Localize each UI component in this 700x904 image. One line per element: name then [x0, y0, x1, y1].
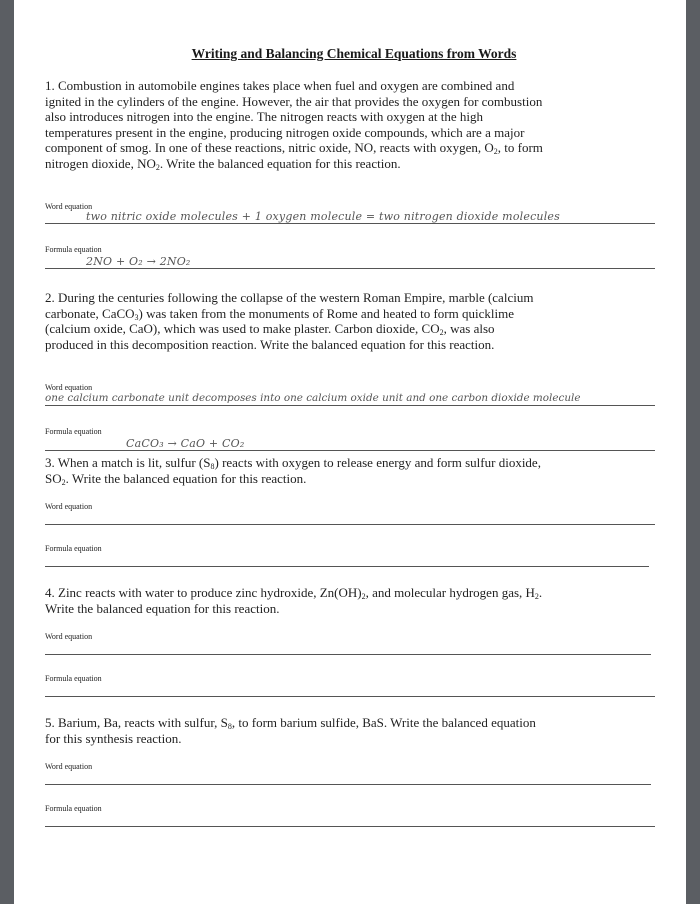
question-5-word-line[interactable] [45, 784, 651, 785]
question-3-formula-line[interactable] [45, 566, 649, 567]
page-title: Writing and Balancing Chemical Equations from Words [191, 46, 517, 61]
question-5-formula-line[interactable] [45, 826, 655, 827]
question-5-formula-label: Formula equation [45, 804, 102, 813]
question-4-word-label: Word equation [45, 632, 93, 641]
question-2-text: 2. During the centuries following the collapse of the western Roman Empire, marble (calcium carbonate, CaCO$_3$) was taken from the monuments of Rome and heated to form quicklime (calcium oxide, CaO), which was used to make plaster. Carbon dioxide, $CO_2$, was also produced in this decomposition reaction. Write the balanced equation for this reaction. [45, 290, 534, 352]
question-3-formula-label: Formula equation [45, 544, 102, 553]
question-1-text: 1. Combustion in automobile engines takes place when fuel and oxygen are combined and ignited in the cylinders of the engine. However, the air that provides the oxygen for combustion also introduces nitrogen into the engine. The nitrogen reacts with oxygen at the high temperatures present in the engine, producing nitrogen oxide compounds, which are a major component of smog. In one of these reactions, nitric oxide, NO, reacts with oxygen, $O_2$, to form nitrogen dioxide, $NO_2$. Write the balanced equation for this reaction. [45, 78, 543, 172]
question-2-formula-answer: CaCO₃ → CaO + CO₂ [126, 437, 245, 450]
worksheet-page [14, 0, 686, 904]
question-1-formula-line[interactable] [45, 268, 655, 269]
question-4-formula-label: Formula equation [45, 674, 102, 683]
question-4-word-line[interactable] [45, 654, 651, 655]
question-1-word-line[interactable] [45, 223, 655, 224]
question-3-text: 3. When a match is lit, sulfur $(S_8)$ reacts with oxygen to release energy and form sulfur dioxide, $SO_2$. Write the balanced equation for this reaction. [45, 455, 541, 487]
question-2-formula-label: Formula equation [45, 427, 102, 436]
question-5-text: 5. Barium, Ba, reacts with sulfur, $S_8$, to form barium sulfide, BaS. Write the balanced equation for this synthesis reaction. [45, 715, 536, 746]
question-1-formula-answer: 2NO + O₂ → 2NO₂ [86, 255, 191, 268]
question-3-word-line[interactable] [45, 524, 655, 525]
question-2-word-label: Word equation [45, 383, 93, 392]
question-1-word-answer: two nitric oxide molecules + 1 oxygen molecule = two nitrogen dioxide molecules [86, 210, 560, 223]
question-2-word-line[interactable] [45, 405, 655, 406]
question-2-word-answer: one calcium carbonate unit decomposes into one calcium oxide unit and one carbon dioxide molecule [45, 392, 581, 404]
question-1-formula-label: Formula equation [45, 245, 102, 254]
question-4-text: 4. Zinc reacts with water to produce zinc hydroxide, $Zn(OH)_2$, and molecular hydrogen gas, $H_2$. Write the balanced equation for this reaction. [45, 585, 543, 616]
question-4-formula-line[interactable] [45, 696, 655, 697]
question-1-word-label: Word equation [45, 202, 93, 211]
question-5-word-label: Word equation [45, 762, 93, 771]
question-2-formula-line[interactable] [45, 450, 655, 451]
question-3-word-label: Word equation [45, 502, 93, 511]
